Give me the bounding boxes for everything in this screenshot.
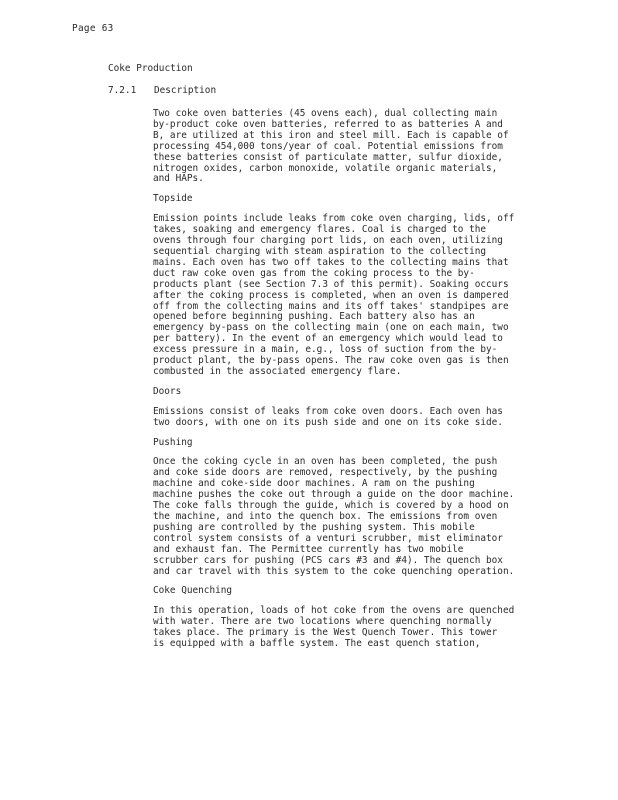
section-title: Coke Production [108,63,193,74]
coke-quenching-heading: Coke Quenching [153,585,233,597]
pushing-heading: Pushing [153,436,193,448]
subsection-heading [108,86,216,97]
subsection-title: Description [154,85,217,96]
coke-quenching-paragraph: In this operation, loads of hot coke from the ovens are quenched with water. There are two locations where quenching normally takes place. The primary is the West Quench Tower. This tower is equipped with a baffle system. The east quench station, [153,605,515,650]
topside-heading: Topside [153,193,193,205]
pushing-paragraph: Once the coking cycle in an oven has been completed, the push and coke side doors are removed, respectively, by the pushing machine and coke-side door machines. A ram on the pushing machine pushes the coke out through a guide on the door machine. The coke falls through the guide, which is covered by a hood on the machine, and into the quench box. The emissions from oven pushing are controlled by the pushing system. This mobile control system consists of a venturi scrubber, mist eliminator and exhaust fan. The Permittee currently has two mobile scrubber cars for pushing (PCS cars #3 and #4). The quench box and car travel with this system to the coke quenching operation. [153,456,515,577]
doors-paragraph: Emissions consist of leaks from coke oven doors. Each oven has two doors, with one on its push side and one on its coke side. [153,405,503,428]
document-body [153,109,553,659]
intro-paragraph: Two coke oven batteries (45 ovens each), dual collecting main by-product coke oven batteries, referred to as batteries A and B, are utilized at this iron and steel mill. Each is capable of processing 454,000 tons/year of coal. Potential emissions from these batteries consist of particulate matter, sulfur dioxide, nitrogen oxides, carbon monoxide, volatile organic materials, and HAPs. [153,108,509,185]
subsection-number: 7.2.1 [108,85,137,96]
topside-paragraph: Emission points include leaks from coke oven charging, lids, off takes, soaking and emergency flares. Coal is charged to the ovens through four charging port lids, on each oven, utilizing sequential charging with steam aspiration to the collecting mains. Each oven has two off takes to the collecting mains that duct raw coke oven gas from the coking process to the by- products plant (see Section 7.3 of this permit). Soaking occurs after the coking process is completed, when an oven is dampered off from the collecting mains and its off takes' standpipes are opened before beginning pushing. Each battery also has an emergency by-pass on the collecting main (one on each main, two per battery). In the event of an emergency which would lead to excess pressure in a main, e.g., loss of suction from the by- product plant, the by-pass opens. The raw coke oven gas is then combusted in the associated emergency flare. [153,213,515,377]
page-number: Page 63 [72,23,114,34]
doors-heading: Doors [153,385,182,397]
